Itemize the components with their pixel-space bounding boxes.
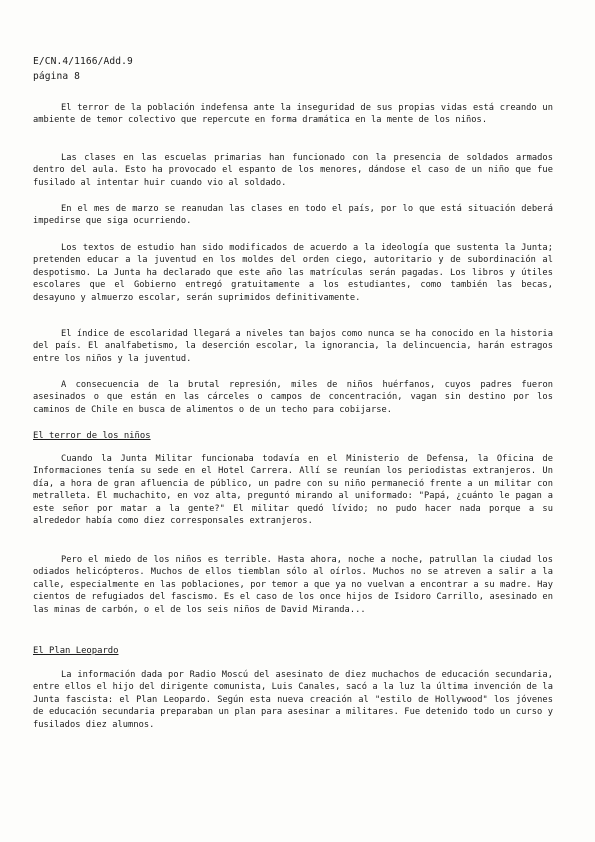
- paragraph: Pero el miedo de los niños es terrible. Hasta ahora, noche a noche, patrullan la ciudad los odiados helicópteros. Muchos de ellos tiemblan sólo al oírlos. Muchos no se atreven a salir a la calle, especialmente en las poblaciones, por temor a que ya no vuelvan a encontrar a su madre. Hay cientos de refugiados del fascismo. Es el caso de los once hijos de Isidoro Carrillo, asesinado en las minas de carbón, o el de los seis niños de David Miranda...: [33, 555, 553, 615]
- paragraph: En el mes de marzo se reanudan las clases en todo el país, por lo que está situación deberá impedirse que siga ocurriendo.: [33, 204, 553, 227]
- section-heading: El terror de los niños: [33, 431, 151, 441]
- paragraph: El terror de la población indefensa ante la inseguridad de sus propias vidas está creando un ambiente de temor colectivo que repercute en forma dramática en la mente de los niños.: [33, 103, 553, 126]
- page-label: página 8: [33, 71, 81, 82]
- paragraph: Cuando la Junta Militar funcionaba todavía en el Ministerio de Defensa, la Oficina de Informaciones tenía su sede en el Hotel Carrera. Allí se reunían los periodistas extranjeros. Un día, a hora de gran afluencia de público, un padre con su niño permaneció frente a un militar con metralleta. El muchachito, en voz alta, preguntó mirando al uniformado: "Papá, ¿cuánto le pagan a este señor por matar a la gente?" El militar quedó lívido; no pudo hacer nada porque a su alrededor había como diez corresponsales extranjeros.: [33, 454, 553, 527]
- section-heading: El Plan Leopardo: [33, 646, 119, 656]
- paragraph: La información dada por Radio Moscú del asesinato de diez muchachos de educación secundaria, entre ellos el hijo del dirigente comunista, Luis Canales, sacó a la luz la última invención de la Junta fascista: el Plan Leopardo. Según esta nueva creación al "estilo de Hollywood" los jóvenes de educación secundaria preparaban un plan para asesinar a militares. Fue detenido todo un curso y fusilados diez alumnos.: [33, 670, 553, 730]
- document-header: [33, 54, 133, 84]
- document-reference: E/CN.4/1166/Add.9: [33, 56, 133, 67]
- paragraph: El índice de escolaridad llegará a niveles tan bajos como nunca se ha conocido en la historia del país. El analfabetismo, la deserción escolar, la ignorancia, la delincuencia, harán estragos entre los niños y la juventud.: [33, 329, 553, 364]
- paragraph: A consecuencia de la brutal represión, miles de niños huérfanos, cuyos padres fueron asesinados o que están en las cárceles o campos de concentración, vagan sin destino por los caminos de Chile en busca de alimentos o de un techo para cobijarse.: [33, 380, 553, 415]
- paragraph: Los textos de estudio han sido modificados de acuerdo a la ideología que sustenta la Junta; pretenden educar a la juventud en los moldes del orden ciego, autoritario y de subordinación al despotismo. La Junta ha declarado que este año las matrículas serán pagadas. Los libros y útiles escolares que el Gobierno entregó gratuitamente a los estudiantes, como también las becas, desayuno y almuerzo escolar, serán suprimidos definitivamente.: [33, 243, 553, 303]
- paragraph: Las clases en las escuelas primarias han funcionado con la presencia de soldados armados dentro del aula. Esto ha provocado el espanto de los menores, dándose el caso de un niño que fue fusilado al intentar huir cuando vio al soldado.: [33, 153, 553, 188]
